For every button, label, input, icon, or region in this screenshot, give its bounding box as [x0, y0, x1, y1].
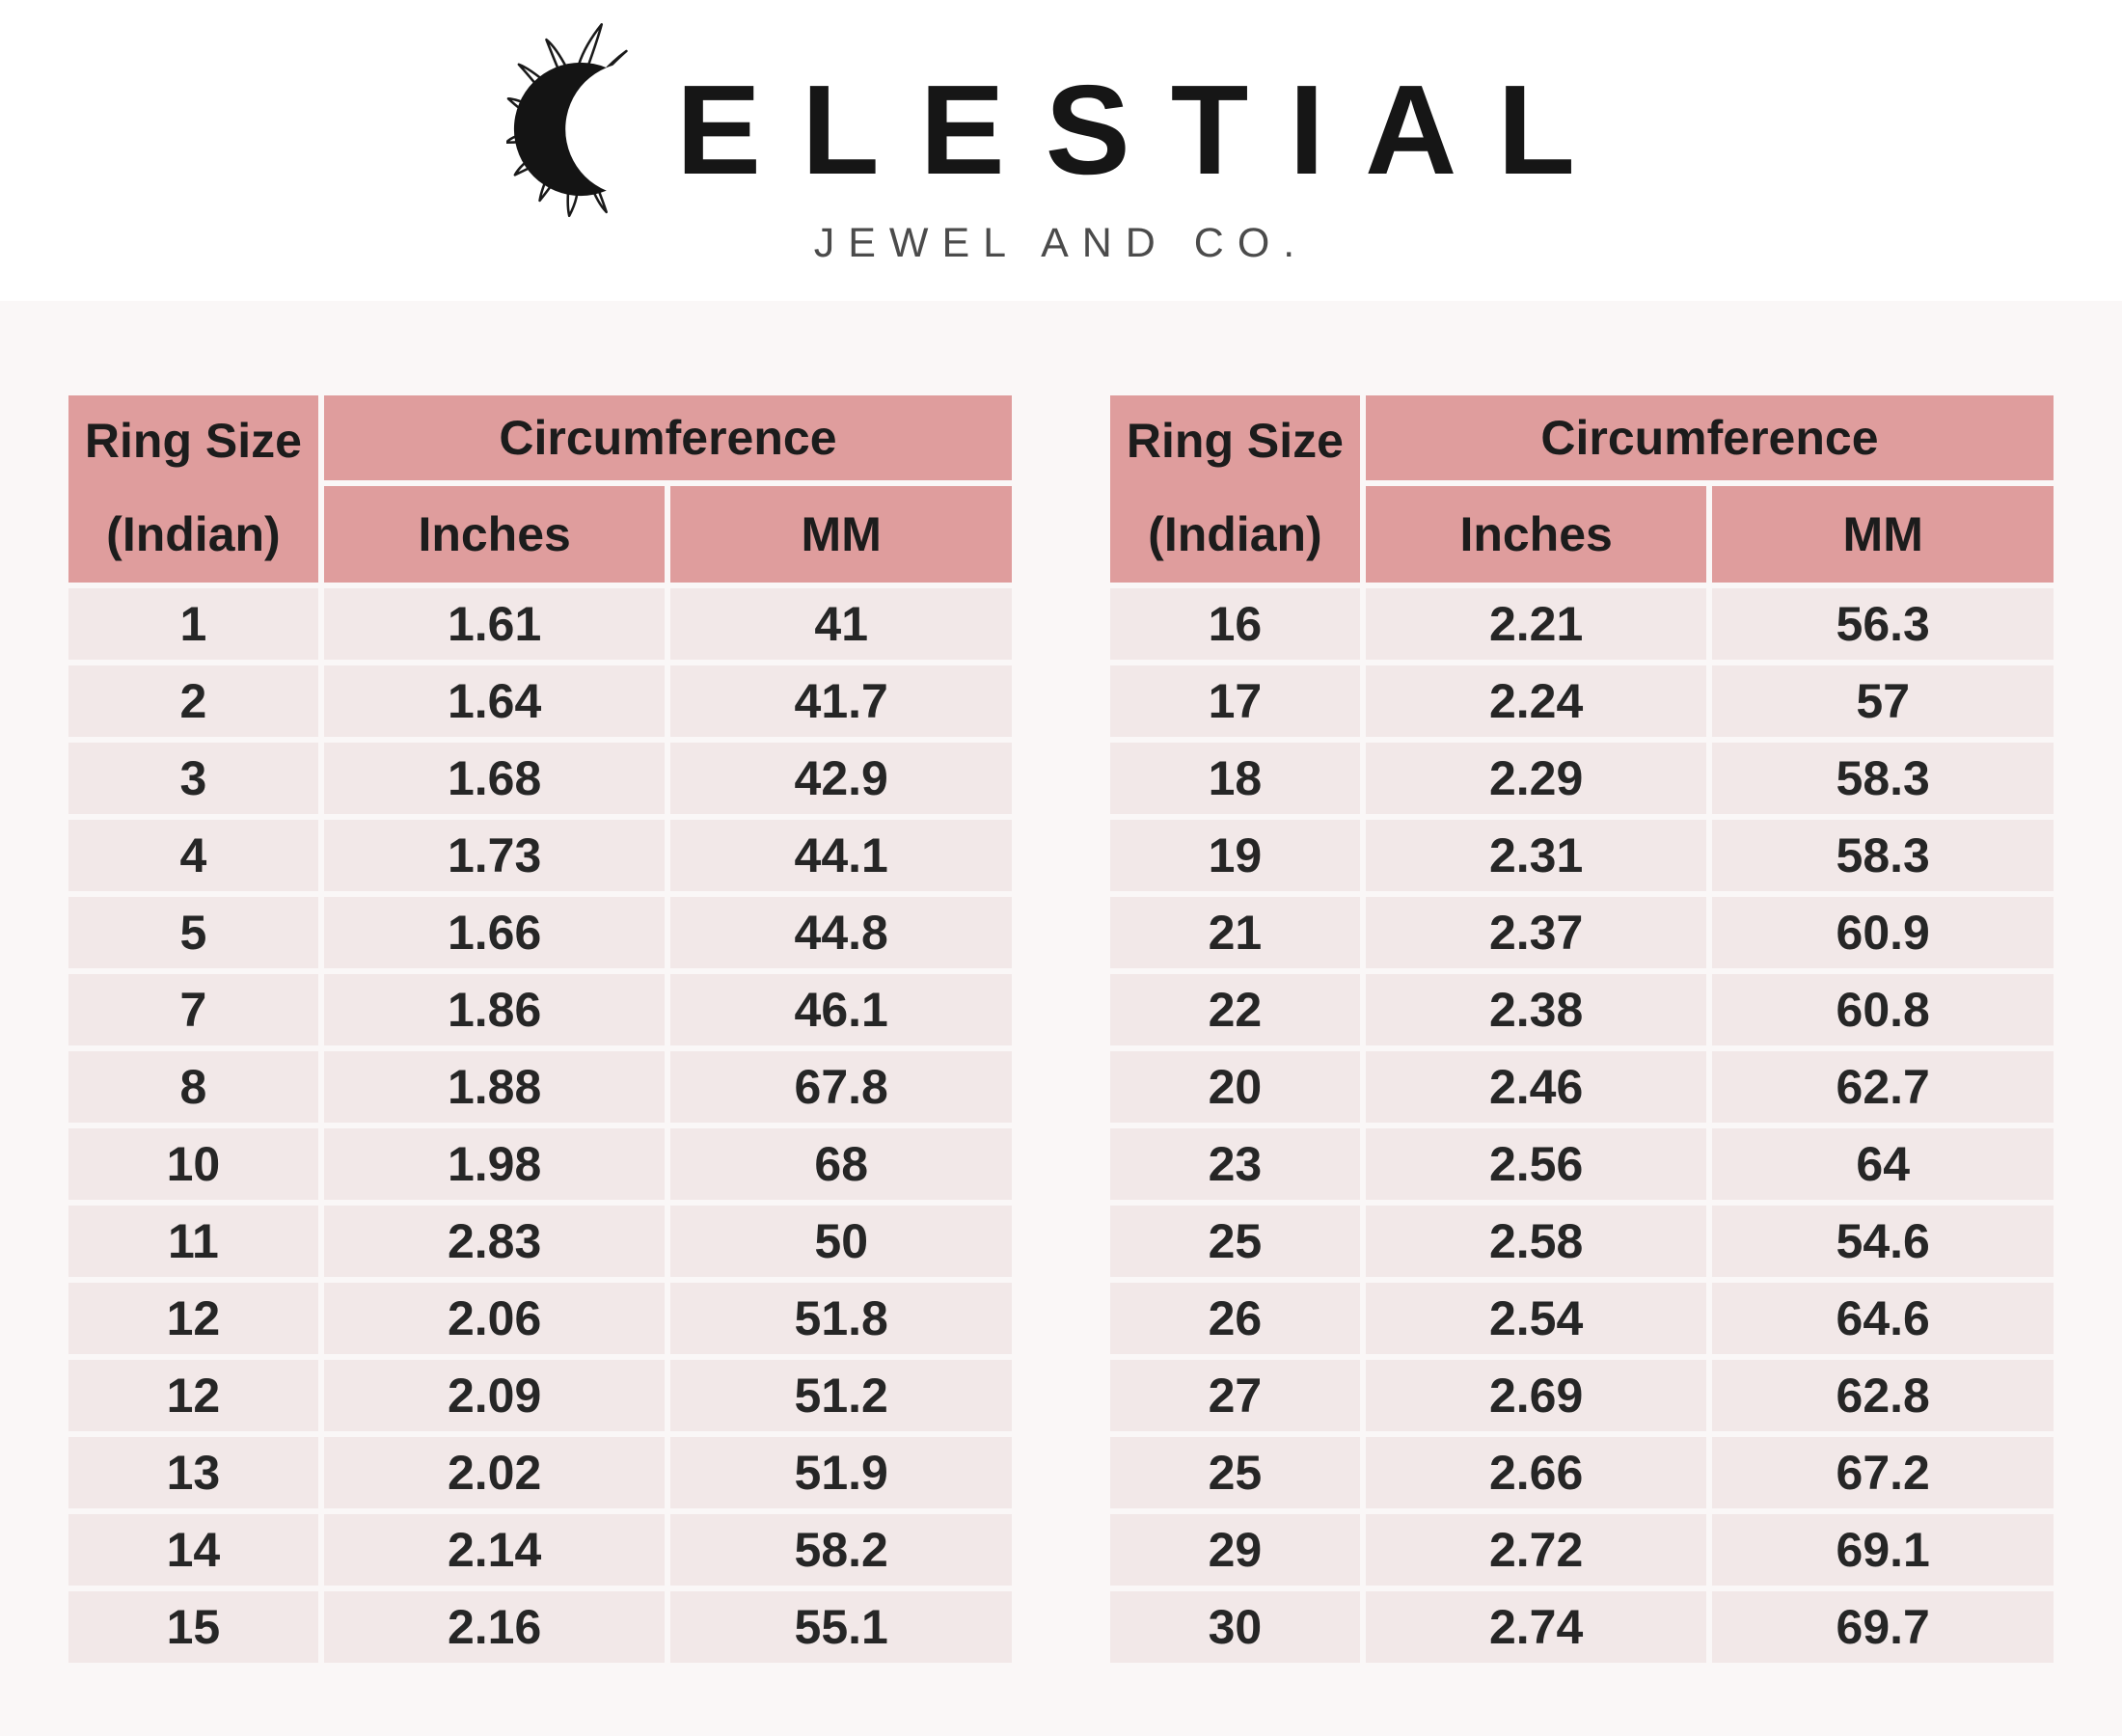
table-cell: 42.9: [670, 743, 1012, 814]
table-cell: 17: [1110, 665, 1360, 737]
table-body: [1110, 588, 2054, 1663]
table-cell: 2.24: [1366, 665, 1707, 737]
table-cell: 29: [1110, 1514, 1360, 1586]
table-row: [68, 1437, 1012, 1508]
header-inches: Inches: [324, 486, 666, 583]
table-cell: 2.21: [1366, 588, 1707, 660]
table-row: [68, 1283, 1012, 1354]
table-cell: 23: [1110, 1128, 1360, 1200]
table-cell: 15: [68, 1591, 318, 1663]
table-cell: 16: [1110, 588, 1360, 660]
header-mm: MM: [1712, 486, 2054, 583]
table-row: [68, 743, 1012, 814]
size-charts: [0, 301, 2122, 1668]
table-cell: 2.38: [1366, 974, 1707, 1045]
table-cell: 2: [68, 665, 318, 737]
table-row: [68, 1206, 1012, 1277]
table-cell: 56.3: [1712, 588, 2054, 660]
table-cell: 13: [68, 1437, 318, 1508]
header-circumference: Circumference: [1366, 395, 2054, 480]
table-cell: 51.2: [670, 1360, 1012, 1431]
table-row: [1110, 1360, 2054, 1431]
table-row: [68, 1514, 1012, 1586]
table-cell: 1.73: [324, 820, 666, 891]
table-row: [1110, 743, 2054, 814]
table-cell: 44.8: [670, 897, 1012, 968]
table-cell: 2.66: [1366, 1437, 1707, 1508]
sun-crescent-icon: [506, 19, 659, 230]
table-row: [68, 1051, 1012, 1123]
logo-section: [0, 0, 2122, 301]
table-cell: 25: [1110, 1206, 1360, 1277]
table-cell: 19: [1110, 820, 1360, 891]
table-row: [68, 820, 1012, 891]
table-cell: 60.8: [1712, 974, 2054, 1045]
table-cell: 67.8: [670, 1051, 1012, 1123]
header-ring-size-line2: (Indian): [106, 507, 281, 561]
table-cell: 58.3: [1712, 743, 2054, 814]
header-ring-size: [1110, 395, 1360, 583]
table-cell: 2.06: [324, 1283, 666, 1354]
table-cell: 51.9: [670, 1437, 1012, 1508]
table-cell: 27: [1110, 1360, 1360, 1431]
header-ring-size-line1: Ring Size: [84, 414, 302, 468]
table-cell: 1.68: [324, 743, 666, 814]
table-cell: 69.7: [1712, 1591, 2054, 1663]
table-cell: 14: [68, 1514, 318, 1586]
table-cell: 69.1: [1712, 1514, 2054, 1586]
table-cell: 1.88: [324, 1051, 666, 1123]
table-row: [68, 897, 1012, 968]
table-row: [1110, 665, 2054, 737]
table-cell: 1: [68, 588, 318, 660]
table-cell: 2.46: [1366, 1051, 1707, 1123]
table-cell: 68: [670, 1128, 1012, 1200]
table-row: [1110, 820, 2054, 891]
header-ring-size: [68, 395, 318, 583]
table-cell: 4: [68, 820, 318, 891]
table-cell: 18: [1110, 743, 1360, 814]
table-cell: 5: [68, 897, 318, 968]
table-cell: 2.09: [324, 1360, 666, 1431]
table-row: [1110, 1514, 2054, 1586]
ring-size-table-right: [1104, 390, 2059, 1668]
table-cell: 1.66: [324, 897, 666, 968]
table-cell: 22: [1110, 974, 1360, 1045]
header-circumference: Circumference: [324, 395, 1012, 480]
table-body: [68, 588, 1012, 1663]
table-cell: 46.1: [670, 974, 1012, 1045]
table-row: [1110, 974, 2054, 1045]
table-cell: 2.02: [324, 1437, 666, 1508]
table-cell: 2.74: [1366, 1591, 1707, 1663]
table-cell: 12: [68, 1360, 318, 1431]
table-row: [68, 665, 1012, 737]
header-ring-size-line2: (Indian): [1148, 507, 1322, 561]
table-row: [1110, 1206, 2054, 1277]
table-cell: 41.7: [670, 665, 1012, 737]
table-cell: 64.6: [1712, 1283, 2054, 1354]
table-row: [1110, 897, 2054, 968]
table-cell: 51.8: [670, 1283, 1012, 1354]
table-cell: 50: [670, 1206, 1012, 1277]
table-cell: 64: [1712, 1128, 2054, 1200]
table-row: [1110, 1051, 2054, 1123]
table-cell: 55.1: [670, 1591, 1012, 1663]
table-cell: 30: [1110, 1591, 1360, 1663]
table-row: [1110, 1437, 2054, 1508]
header-ring-size-line1: Ring Size: [1126, 414, 1344, 468]
table-cell: 25: [1110, 1437, 1360, 1508]
table-cell: 58.2: [670, 1514, 1012, 1586]
table-cell: 10: [68, 1128, 318, 1200]
table-cell: 57: [1712, 665, 2054, 737]
table-cell: 3: [68, 743, 318, 814]
table-cell: 2.14: [324, 1514, 666, 1586]
header-mm: MM: [670, 486, 1012, 583]
table-cell: 2.56: [1366, 1128, 1707, 1200]
table-cell: 12: [68, 1283, 318, 1354]
table-cell: 58.3: [1712, 820, 2054, 891]
table-cell: 8: [68, 1051, 318, 1123]
table-row: [68, 1128, 1012, 1200]
table-cell: 20: [1110, 1051, 1360, 1123]
table-cell: 7: [68, 974, 318, 1045]
table-row: [1110, 588, 2054, 660]
table-row: [68, 588, 1012, 660]
chart-section: [0, 301, 2122, 1736]
brand-logo: [0, 0, 2122, 214]
table-row: [68, 1591, 1012, 1663]
table-cell: 11: [68, 1206, 318, 1277]
table-row: [68, 974, 1012, 1045]
table-header: [1110, 395, 2054, 583]
table-cell: 26: [1110, 1283, 1360, 1354]
table-cell: 2.83: [324, 1206, 666, 1277]
brand-subtitle: JEWEL AND CO.: [813, 220, 1309, 266]
table-row: [68, 1360, 1012, 1431]
table-cell: 44.1: [670, 820, 1012, 891]
table-cell: 21: [1110, 897, 1360, 968]
table-cell: 2.58: [1366, 1206, 1707, 1277]
table-cell: 2.69: [1366, 1360, 1707, 1431]
table-cell: 2.37: [1366, 897, 1707, 968]
table-cell: 62.8: [1712, 1360, 2054, 1431]
brand-wordmark: ELESTIAL: [675, 59, 1617, 201]
table-cell: 1.61: [324, 588, 666, 660]
table-cell: 2.31: [1366, 820, 1707, 891]
table-cell: 60.9: [1712, 897, 2054, 968]
table-cell: 2.72: [1366, 1514, 1707, 1586]
table-cell: 2.29: [1366, 743, 1707, 814]
ring-size-table-left: [63, 390, 1018, 1668]
table-cell: 62.7: [1712, 1051, 2054, 1123]
table-cell: 1.64: [324, 665, 666, 737]
table-cell: 54.6: [1712, 1206, 2054, 1277]
table-cell: 1.86: [324, 974, 666, 1045]
table-cell: 67.2: [1712, 1437, 2054, 1508]
table-cell: 1.98: [324, 1128, 666, 1200]
table-cell: 2.16: [324, 1591, 666, 1663]
table-row: [1110, 1283, 2054, 1354]
header-inches: Inches: [1366, 486, 1707, 583]
table-cell: 41: [670, 588, 1012, 660]
table-header: [68, 395, 1012, 583]
table-cell: 2.54: [1366, 1283, 1707, 1354]
table-row: [1110, 1128, 2054, 1200]
table-row: [1110, 1591, 2054, 1663]
